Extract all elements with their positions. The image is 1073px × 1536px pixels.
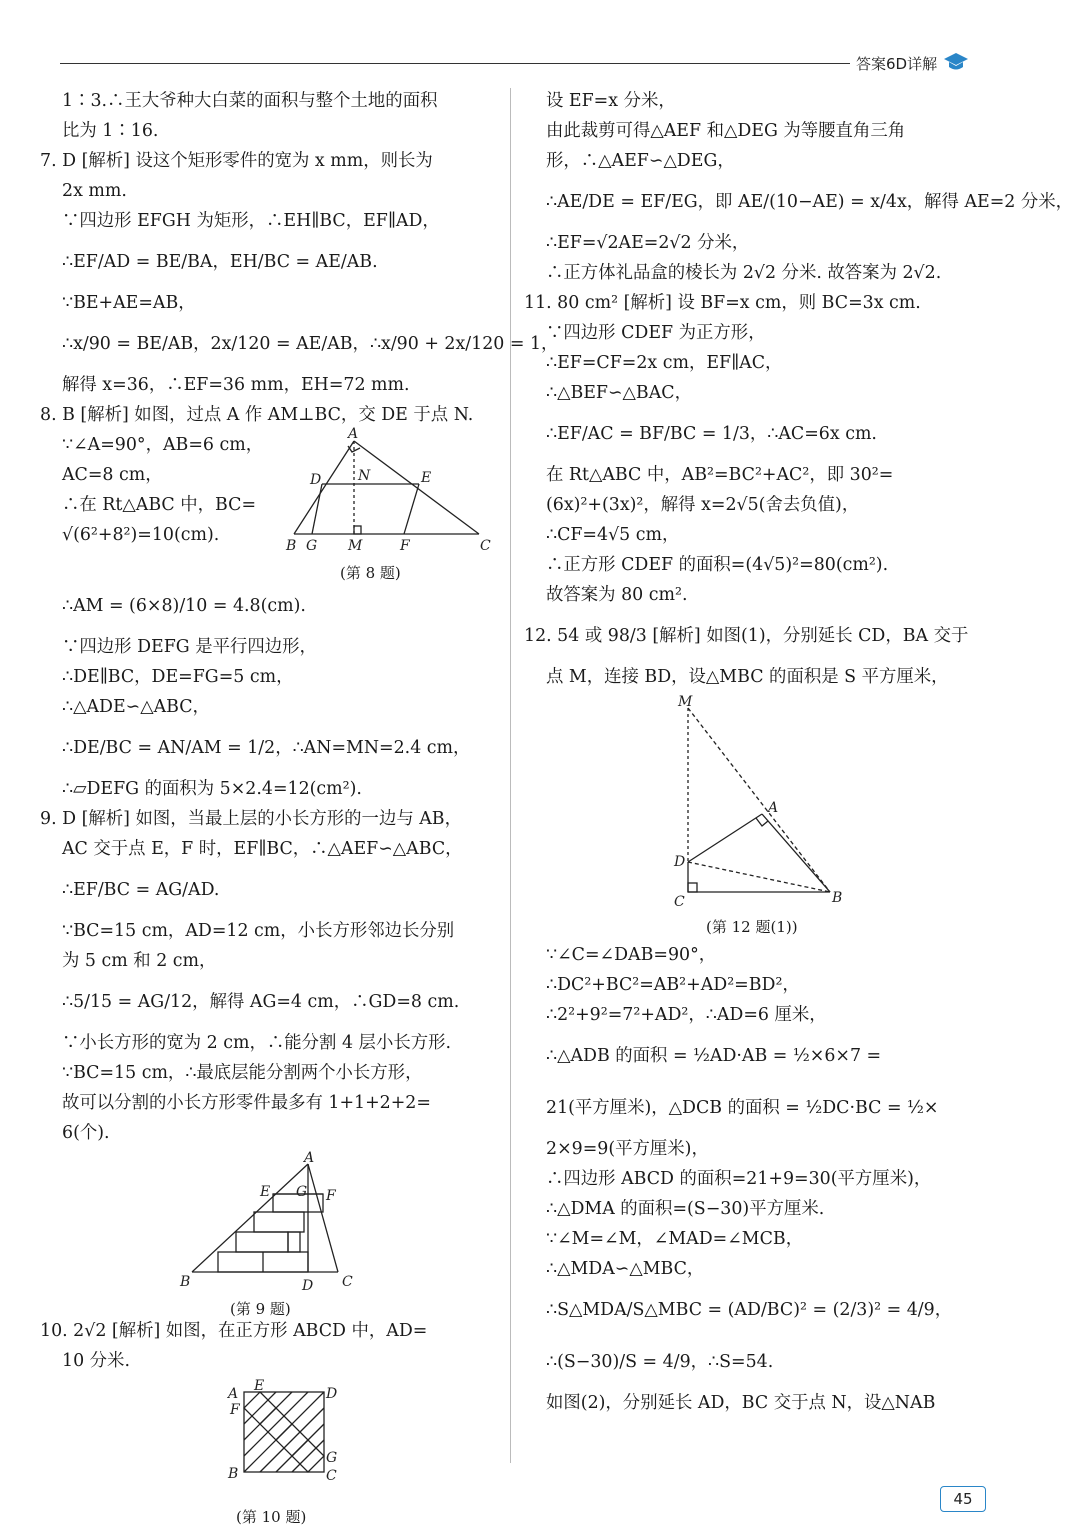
text-line: ∵BC=15 cm，∴最底层能分割两个小长方形， [62,1063,423,1083]
label-D: D [302,1278,314,1294]
text-line: ∴EF/AD = BE/BA，EH/BC = AE/AB. [62,252,378,272]
text-line: ∴x/90 = BE/AB，2x/120 = AE/AB，∴x/90 + 2x/120 = 1， [62,334,559,354]
text-line: 6(个). [62,1123,110,1143]
text-line: ∴△ADE∽△ABC， [62,697,210,717]
text-line: 比为 1∶16. [62,121,159,141]
label-A: A [228,1386,239,1402]
text-line: 2×9=9(平方厘米)， [546,1139,709,1159]
text-line: ∵小长方形的宽为 2 cm，∴能分割 4 层小长方形. [62,1033,452,1053]
text-line: ∴四边形 ABCD 的面积=21+9=30(平方厘米)， [546,1169,932,1189]
text-line: 如图(2)，分别延长 AD，BC 交于点 N，设△NAB [546,1393,936,1413]
text-line: ∴5/15 = AG/12，解得 AG=4 cm，∴GD=8 cm. [62,992,460,1012]
text-line: ∴AM = (6×8)/10 = 4.8(cm). [62,596,306,616]
label-G: G [306,538,318,554]
text-line: ∴DE∥BC，DE=FG=5 cm， [62,667,294,687]
label-B: B [832,890,843,906]
text-line: ∴EF=CF=2x cm，EF∥AC， [546,353,783,373]
label-A: A [348,426,359,442]
page-number: 45 [940,1486,986,1512]
text-line: ∴DC²+BC²=AB²+AD²=BD²， [546,975,800,995]
text-line: 为 5 cm 和 2 cm， [62,951,217,971]
label-F: F [326,1188,336,1204]
text-line: ∴正方形 CDEF 的面积=(4√5)²=80(cm²). [546,555,889,575]
label-C: C [326,1468,337,1484]
text-line: ∵四边形 CDEF 为正方形， [546,323,766,343]
text-line: ∴▱DEFG 的面积为 5×2.4=12(cm²). [62,779,362,799]
text-line: ∵∠M=∠M，∠MAD=∠MCB， [546,1229,804,1249]
label-C: C [480,538,491,554]
left-column [40,86,559,1526]
label-B: B [180,1274,191,1290]
text-line: ∴(S−30)/S = 4/9，∴S=54. [546,1352,774,1372]
label-C: C [342,1274,353,1290]
text-line: ∴DE/BC = AN/AM = 1/2，∴AN=MN=2.4 cm， [62,738,471,758]
figure-8-caption: (第 8 题) [340,564,401,582]
text-line: 设 EF=x 分米， [546,91,676,111]
label-D: D [310,472,322,488]
figure-9-block [40,1148,496,1316]
label-G: G [326,1450,338,1466]
figure-10-caption: (第 10 题) [236,1508,307,1526]
text-line: ∴△DMA 的面积=(S−30)平方厘米. [546,1199,825,1219]
figure-9 [170,1152,370,1297]
label-M: M [678,694,693,710]
label-M: M [348,538,363,554]
header-rule [60,63,850,64]
label-D: D [326,1386,338,1402]
text-line: ∵BC=15 cm，AD=12 cm，小长方形邻边长分别 [62,921,455,941]
text-line: ∴EF/AC = BF/BC = 1/3，∴AC=6x cm. [546,424,877,444]
text-line: ∵∠C=∠DAB=90°， [546,945,717,965]
text-line: 2x mm. [62,181,127,201]
text-line: √(6²+8²)=10(cm). [62,525,220,545]
label-E: E [254,1378,265,1394]
text-line: ∴EF/BC = AG/AD. [62,880,220,900]
label-D: D [674,854,686,870]
problem-10-header: 10. 2√2 [解析] 如图，在正方形 ABCD 中，AD= [40,1321,428,1341]
label-B: B [228,1466,239,1482]
problem-12-header: 12. 54 或 98/3 [解析] 如图(1)，分别延长 CD，BA 交于 [524,626,969,646]
figure-12-caption: (第 12 题(1)) [706,918,798,936]
text-line: AC 交于点 E，F 时，EF∥BC，∴△AEF∽△ABC， [62,839,463,859]
text-line: ∴S△MDA/S△MBC = (AD/BC)² = (2/3)² = 4/9， [546,1300,953,1320]
text-line: ∴2²+9²=7²+AD²，∴AD=6 厘米， [546,1005,827,1025]
text-line: ∴AE/DE = EF/EG，即 AE/(10−AE) = x/4x，解得 AE=2 分米， [546,192,1073,212]
figure-12-block [524,692,972,940]
text-line: ∴在 Rt△ABC 中，BC= [62,495,257,515]
text-line: ∴CF=4√5 cm， [546,525,680,545]
label-C: C [674,894,685,910]
label-G: G [296,1184,308,1200]
label-B: B [286,538,297,554]
right-column [524,86,1073,1418]
text-line: 故可以分割的小长方形零件最多有 1+1+2+2= [62,1093,431,1113]
text-line: (6x)²+(3x)²，解得 x=2√5(舍去负值)， [546,495,860,515]
figure-9-caption: (第 9 题) [230,1300,291,1318]
figure-10-block [40,1376,496,1526]
text-line: AC=8 cm， [62,465,163,485]
text-line: ∴EF=√2AE=2√2 分米， [546,233,750,253]
text-line: 在 Rt△ABC 中，AB²=BC²+AC²，即 30²= [546,465,894,485]
text-line: 10 分米. [62,1351,130,1371]
text-line: 21(平方厘米)，△DCB 的面积 = ½DC·BC = ½× [546,1098,939,1118]
text-line: 由此裁剪可得△AEF 和△DEG 为等腰直角三角 [546,121,906,141]
label-E: E [260,1184,271,1200]
label-A: A [768,800,779,816]
label-E: E [421,470,432,486]
text-line: 故答案为 80 cm². [546,585,688,605]
text-line: ∴△MDA∽△MBC， [546,1259,705,1279]
figure-10 [222,1378,342,1502]
figure-8 [284,426,494,576]
text-line: ∴△BEF∽△BAC， [546,383,692,403]
problem-11-header: 11. 80 cm² [解析] 设 BF=x cm，则 BC=3x cm. [524,293,921,313]
graduation-cap-icon [943,51,969,77]
column-divider [510,88,511,1463]
text-line: ∴正方体礼品盒的棱长为 2√2 分米. 故答案为 2√2. [546,263,942,283]
problem-7-header: 7. D [解析] 设这个矩形零件的宽为 x mm，则长为 [40,151,433,171]
text-line: 1∶3.∴王大爷种大白菜的面积与整个土地的面积 [62,91,438,111]
text-line: ∵四边形 EFGH 为矩形，∴EH∥BC，EF∥AD， [62,211,440,231]
label-N: N [358,468,371,484]
figure-8-block [40,426,496,582]
text-line: ∵四边形 DEFG 是平行四边形， [62,637,317,657]
text-line: ∴△ADB 的面积 = ½AD·AB = ½×6×7 = [546,1046,882,1066]
header-label: 答案6D详解 [856,55,938,73]
label-A: A [304,1150,315,1166]
problem-9-header: 9. D [解析] 如图，当最上层的小长方形的一边与 AB， [40,809,462,829]
text-line: ∵∠A=90°，AB=6 cm， [62,435,264,455]
text-line: 点 M，连接 BD，设△MBC 的面积是 S 平方厘米， [546,667,949,687]
problem-8-header: 8. B [解析] 如图，过点 A 作 AM⊥BC，交 DE 于点 N. [40,405,474,425]
text-line: ∵BE+AE=AB， [62,293,196,313]
label-F: F [230,1402,240,1418]
figure-12 [664,696,844,918]
label-F: F [400,538,410,554]
text-line: 解得 x=36，∴EF=36 mm，EH=72 mm. [62,375,410,395]
text-line: 形，∴△AEF∽△DEG， [546,151,735,171]
